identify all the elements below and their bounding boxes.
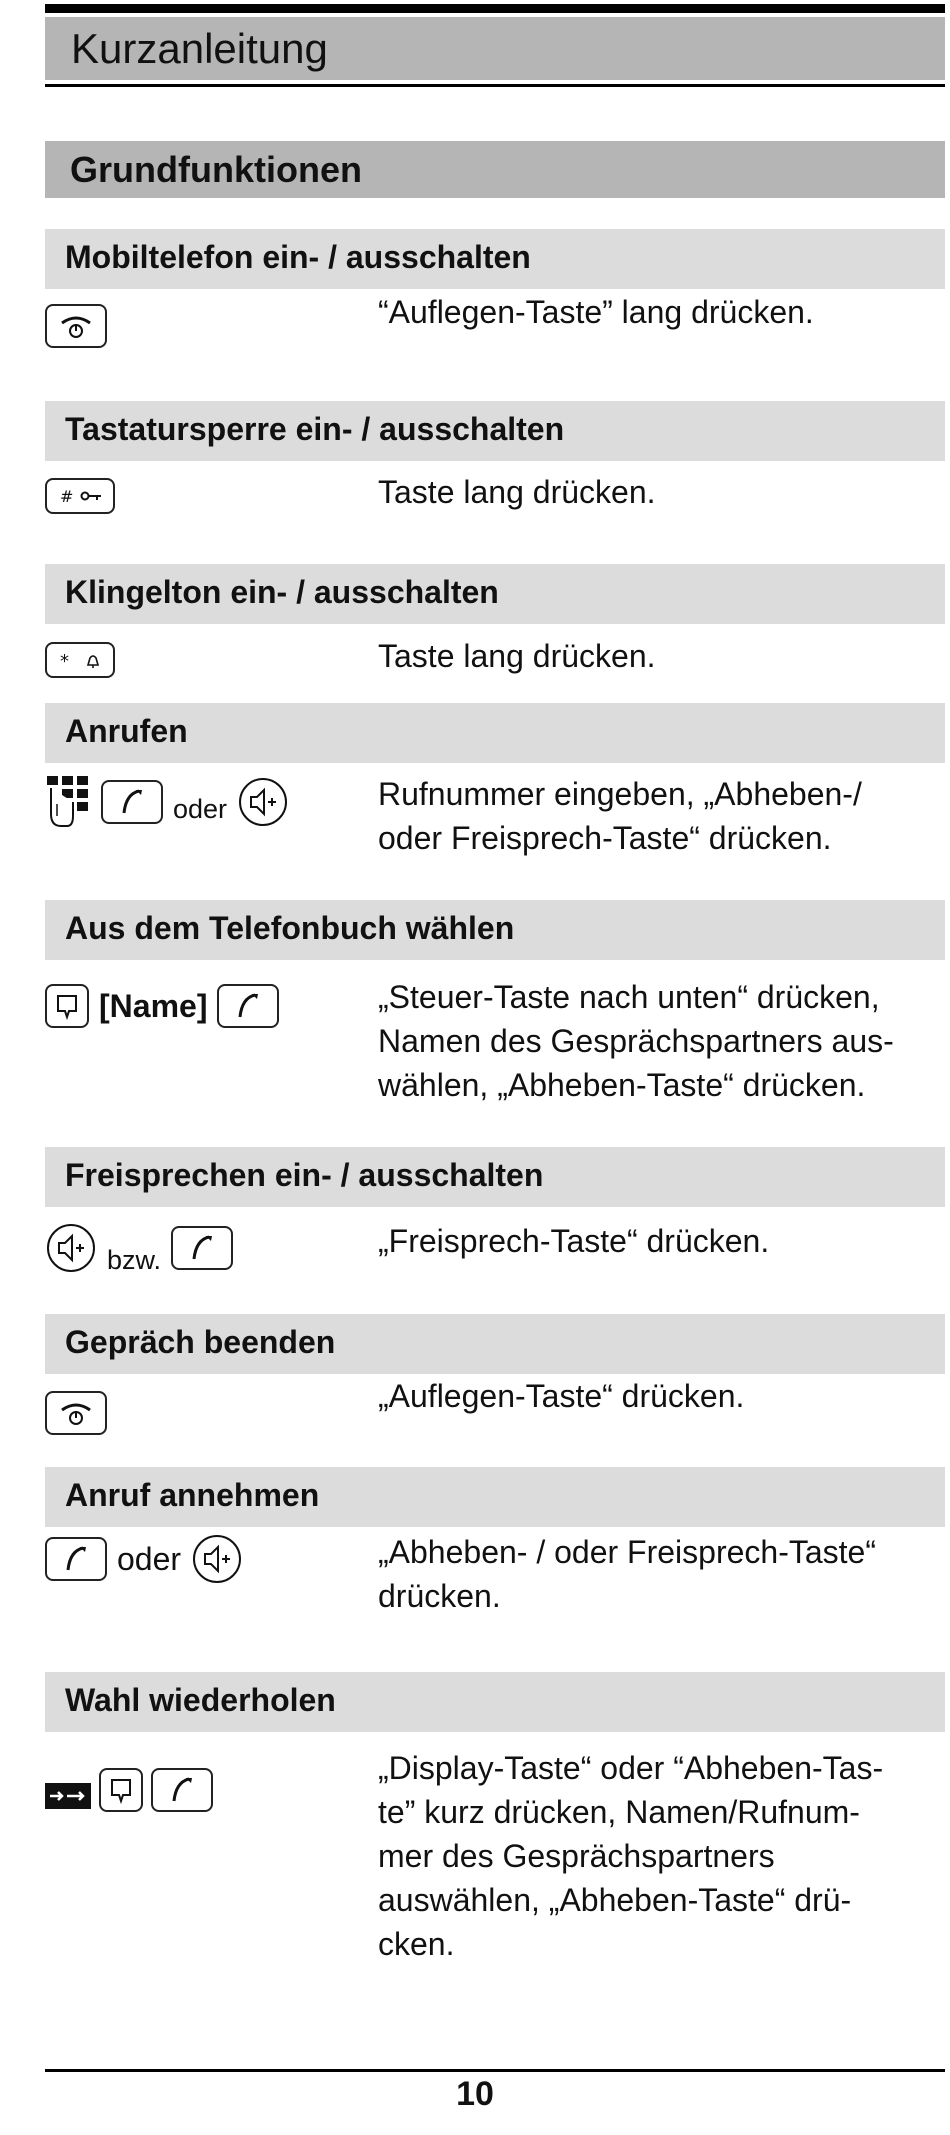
desc-keylock: Taste lang drücken. — [378, 474, 656, 510]
connector-text: oder — [173, 793, 228, 824]
speaker-key-icon — [45, 1222, 97, 1274]
desc-line: Rufnummer eingeben, „Abheben-/ — [378, 776, 862, 812]
name-label: [Name] — [99, 987, 208, 1024]
call-key-icon — [45, 1537, 107, 1581]
svg-text:*: * — [60, 651, 69, 672]
footer-rule — [45, 2069, 945, 2072]
desc-endcall: „Auflegen-Taste“ drücken. — [378, 1378, 745, 1414]
desc-line: „Steuer-Taste nach unten“ drücken, — [378, 979, 880, 1015]
svg-text:#: # — [60, 487, 74, 506]
desc-power: “Auflegen-Taste” lang drücken. — [378, 294, 814, 330]
title-rule — [45, 84, 945, 87]
control-down-key-icon — [45, 984, 89, 1028]
subheading-endcall: Geprӓch beenden — [45, 1314, 945, 1374]
keys-redial — [45, 1766, 213, 1814]
end-call-key-icon — [45, 1391, 107, 1435]
speaker-key-icon — [237, 776, 289, 828]
star-bell-key-icon — [45, 642, 115, 678]
desc-line: „Display-Taste“ oder “Abheben-Tas- — [378, 1750, 884, 1786]
desc-answer — [378, 1530, 943, 1618]
subheading-phonebook: Aus dem Telefonbuch wählen — [45, 900, 945, 960]
call-key-icon — [101, 780, 163, 824]
desc-line: wählen, „Abheben-Taste“ drücken. — [378, 1067, 866, 1103]
call-key-icon — [217, 984, 279, 1028]
display-key-icon — [45, 1783, 91, 1809]
subheading-power: Mobiltelefon ein- / ausschalten — [45, 229, 945, 289]
desc-line: cken. — [378, 1926, 455, 1962]
keys-answer — [45, 1533, 243, 1585]
subheading-answer: Anruf annehmen — [45, 1467, 945, 1527]
top-rule — [45, 4, 945, 13]
keypad-hand-icon — [45, 774, 91, 830]
keys-power — [45, 300, 107, 352]
desc-line: oder Freisprech-Taste“ drücken. — [378, 820, 832, 856]
keys-handsfree — [45, 1220, 233, 1276]
desc-call — [378, 772, 943, 860]
desc-line: Namen des Gesprächspartners aus- — [378, 1023, 894, 1059]
desc-ringtone: Taste lang drücken. — [378, 638, 656, 674]
subheading-handsfree: Freisprechen ein- / ausschalten — [45, 1147, 945, 1207]
keys-call — [45, 772, 289, 832]
keys-ringtone — [45, 634, 115, 686]
section-heading: Grundfunktionen — [45, 141, 945, 198]
end-call-key-icon — [45, 304, 107, 348]
subheading-keylock: Tastatursperre ein- / ausschalten — [45, 401, 945, 461]
desc-phonebook — [378, 975, 943, 1107]
page-title: Kurzanleitung — [45, 17, 945, 80]
call-key-icon — [171, 1226, 233, 1270]
keys-keylock — [45, 470, 115, 522]
desc-line: mer des Gesprächspartners — [378, 1838, 775, 1874]
desc-line: „Abheben- / oder Freisprech-Taste“ — [378, 1534, 876, 1570]
subheading-redial: Wahl wiederholen — [45, 1672, 945, 1732]
desc-handsfree: „Freisprech-Taste“ drücken. — [378, 1223, 770, 1259]
desc-line: auswählen, „Abheben-Taste“ drü- — [378, 1882, 852, 1918]
desc-line: te” kurz drücken, Namen/Rufnum- — [378, 1794, 860, 1830]
subheading-call: Anrufen — [45, 703, 945, 763]
control-down-key-icon — [99, 1768, 143, 1812]
speaker-key-icon — [191, 1533, 243, 1585]
desc-redial — [378, 1746, 943, 1966]
keys-phonebook — [45, 983, 279, 1029]
page-number: 10 — [456, 2075, 494, 2113]
hash-lock-key-icon — [45, 478, 115, 514]
connector-text: oder — [117, 1540, 182, 1577]
desc-line: drücken. — [378, 1578, 501, 1614]
keys-endcall — [45, 1387, 107, 1439]
call-key-icon — [151, 1768, 213, 1812]
connector-text: bzw. — [107, 1244, 162, 1275]
subheading-ringtone: Klingelton ein- / ausschalten — [45, 564, 945, 624]
